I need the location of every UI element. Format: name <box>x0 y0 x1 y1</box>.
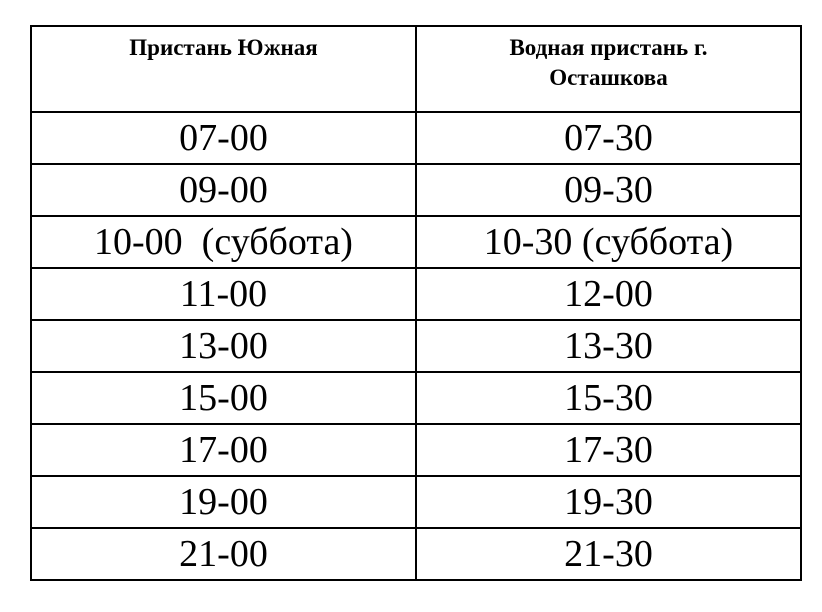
header-label: Пристань Южная <box>129 35 318 60</box>
time-cell-ostashkov: 19-30 <box>416 476 801 528</box>
time-cell-ostashkov: 21-30 <box>416 528 801 580</box>
time-cell-south-pier: 21-00 <box>31 528 416 580</box>
time-cell-ostashkov: 12-00 <box>416 268 801 320</box>
time-cell-south-pier: 11-00 <box>31 268 416 320</box>
time-cell-south-pier: 07-00 <box>31 112 416 164</box>
schedule-table <box>30 25 802 581</box>
time-cell-ostashkov: 07-30 <box>416 112 801 164</box>
table-row <box>31 528 801 580</box>
header-departure-south-pier <box>31 26 416 112</box>
time-cell-south-pier: 19-00 <box>31 476 416 528</box>
time-cell-ostashkov: 10-30 (суббота) <box>416 216 801 268</box>
header-row <box>31 26 801 112</box>
time-cell-south-pier: 10-00 (суббота) <box>31 216 416 268</box>
table-row <box>31 216 801 268</box>
table-row <box>31 320 801 372</box>
time-cell-ostashkov: 17-30 <box>416 424 801 476</box>
header-label: Водная пристань г. Осташкова <box>509 35 708 90</box>
table-row <box>31 164 801 216</box>
time-cell-south-pier: 09-00 <box>31 164 416 216</box>
table-row <box>31 476 801 528</box>
table-row <box>31 112 801 164</box>
table-row <box>31 372 801 424</box>
table-row <box>31 424 801 476</box>
time-cell-south-pier: 15-00 <box>31 372 416 424</box>
time-cell-ostashkov: 15-30 <box>416 372 801 424</box>
time-cell-ostashkov: 09-30 <box>416 164 801 216</box>
time-cell-south-pier: 13-00 <box>31 320 416 372</box>
time-cell-south-pier: 17-00 <box>31 424 416 476</box>
table-row <box>31 268 801 320</box>
header-ostashkov-water-pier <box>416 26 801 112</box>
time-cell-ostashkov: 13-30 <box>416 320 801 372</box>
